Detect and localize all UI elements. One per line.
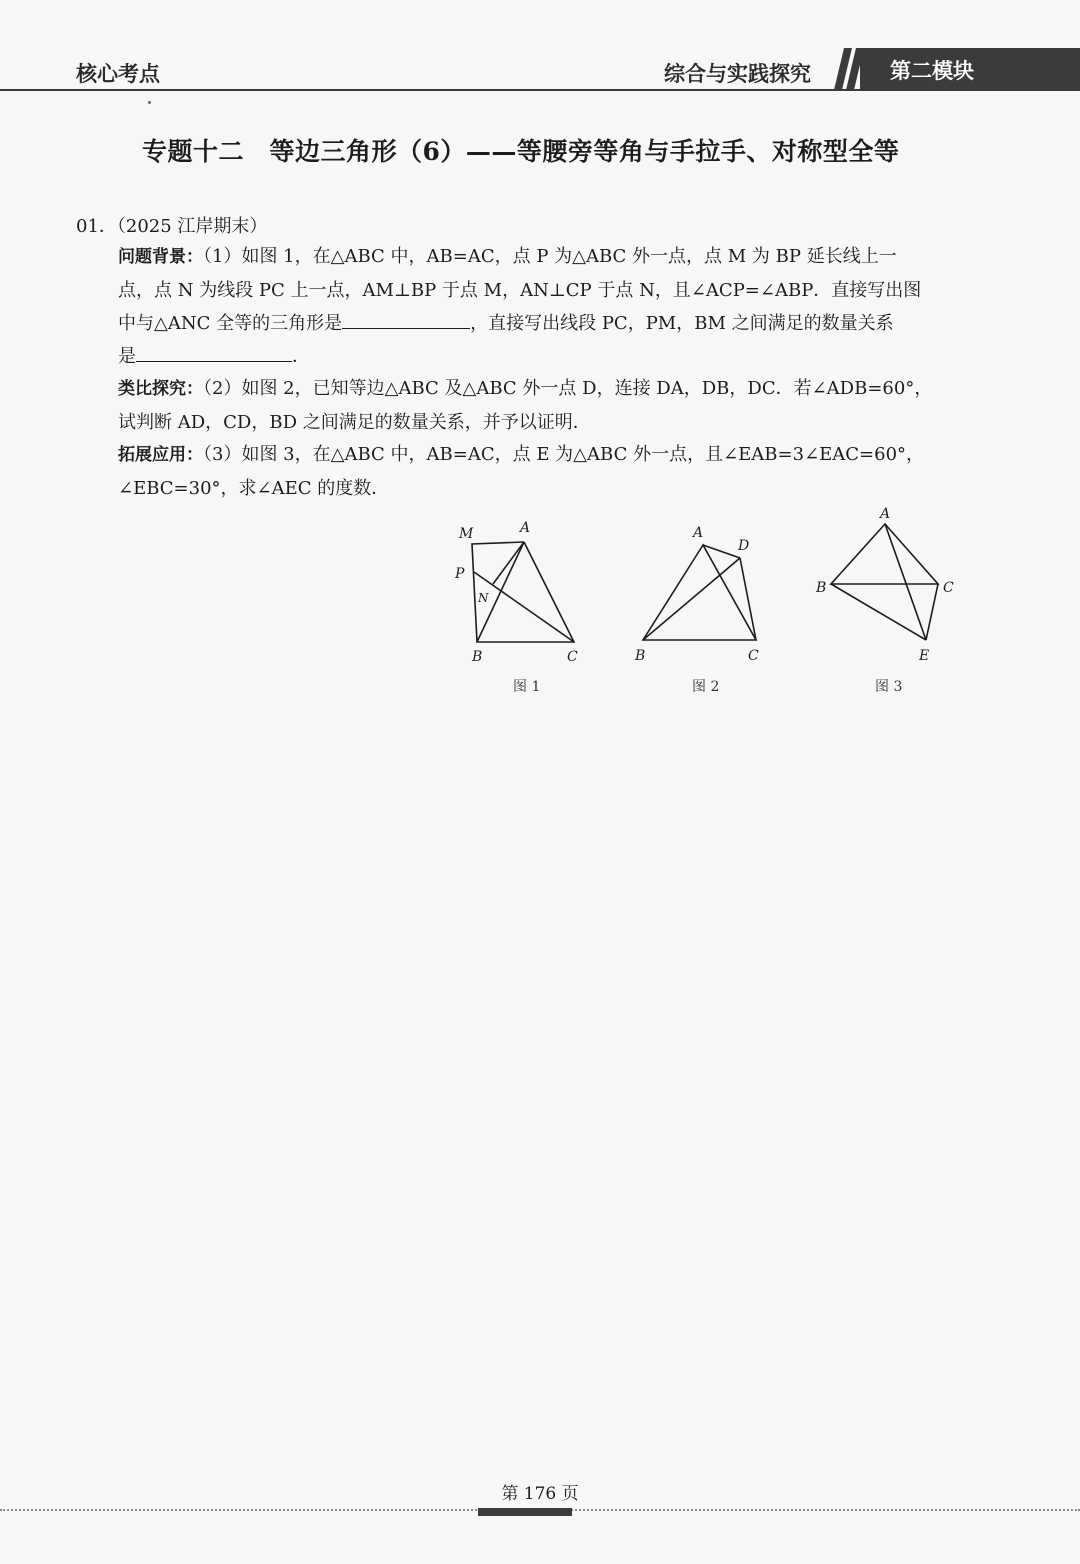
scan-dot (148, 101, 151, 104)
fig2-label-B: B (635, 648, 646, 664)
question-number-text: 01． (76, 216, 117, 237)
fig2-label-D: D (738, 538, 750, 554)
part1-line4b: ． (292, 346, 310, 367)
figure-3 (831, 524, 938, 640)
page-title: 专题十二 等边三角形（6）——等腰旁等角与手拉手、对称型全等 (142, 137, 900, 166)
part1-line3b: ，直接写出线段 PC，PM，BM 之间满足的数量关系 (470, 313, 894, 334)
fig3-label-A: A (880, 506, 891, 522)
part1-line4a: 是 (118, 346, 136, 367)
fig1-label-A: A (520, 520, 531, 536)
fig1-label-B: B (472, 649, 483, 665)
question-part3 (118, 438, 988, 505)
footer-bar (478, 1508, 572, 1516)
part1-line1 (118, 240, 988, 274)
fig3-caption: 图 3 (875, 679, 903, 695)
question-source: （2025 江岸期末） (116, 216, 268, 237)
page-number: 第 176 页 (501, 1484, 579, 1504)
fig3-label-C: C (943, 580, 954, 596)
header-section-right: 综合与实践探究 (664, 62, 811, 86)
figure-2 (643, 545, 756, 640)
answer-blank-2[interactable] (136, 341, 292, 362)
fig3-label-B: B (816, 580, 827, 596)
fig1-label-M: M (459, 526, 474, 542)
part3-label: 拓展应用： (118, 445, 203, 465)
fig1-caption: 图 1 (513, 679, 541, 695)
header-rule (0, 89, 1080, 91)
part2-line1 (118, 372, 988, 406)
fig2-label-A: A (693, 525, 704, 541)
header-stripes-decoration (826, 48, 862, 90)
part1-line3a: 中与△ANC 全等的三角形是 (118, 313, 343, 334)
fig1-label-C: C (567, 649, 578, 665)
question-part2 (118, 372, 988, 439)
fig1-label-P: P (455, 566, 465, 582)
part1-line1-text: （1）如图 1，在△ABC 中，AB=AC，点 P 为△ABC 外一点，点 M 为 BP 延长线上一 (203, 246, 897, 267)
figures-panel (0, 500, 1080, 720)
part1-line2: 点，点 N 为线段 PC 上一点，AM⊥BP 于点 M，AN⊥CP 于点 N，且∠ACP=∠ABP．直接写出图 (118, 280, 922, 301)
answer-blank-1[interactable] (342, 308, 470, 329)
header-module-tab: 第二模块 (860, 48, 1080, 90)
part2-line2: 试判断 AD，CD，BD 之间满足的数量关系，并予以证明． (118, 412, 591, 433)
part2-label: 类比探究： (118, 379, 203, 399)
question-number (76, 212, 267, 238)
fig2-label-C: C (748, 648, 759, 664)
part1-label: 问题背景： (118, 247, 203, 267)
part3-line1-text: （3）如图 3，在△ABC 中，AB=AC，点 E 为△ABC 外一点，且∠EAB=3∠EAC=60°， (203, 444, 925, 465)
part2-line1-text: （2）如图 2，已知等边△ABC 及△ABC 外一点 D，连接 DA，DB，DC．若∠ADB=60°， (203, 378, 933, 399)
fig1-label-N: N (478, 591, 489, 605)
header-section-left: 核心考点 (76, 62, 160, 86)
fig3-label-E: E (919, 648, 930, 664)
fig2-caption: 图 2 (692, 679, 720, 695)
part1-line4 (118, 340, 988, 373)
part1-line3 (118, 307, 988, 340)
part3-line2: ∠EBC=30°，求∠AEC 的度数． (118, 478, 390, 499)
question-part1 (118, 240, 988, 373)
part3-line1 (118, 438, 988, 472)
